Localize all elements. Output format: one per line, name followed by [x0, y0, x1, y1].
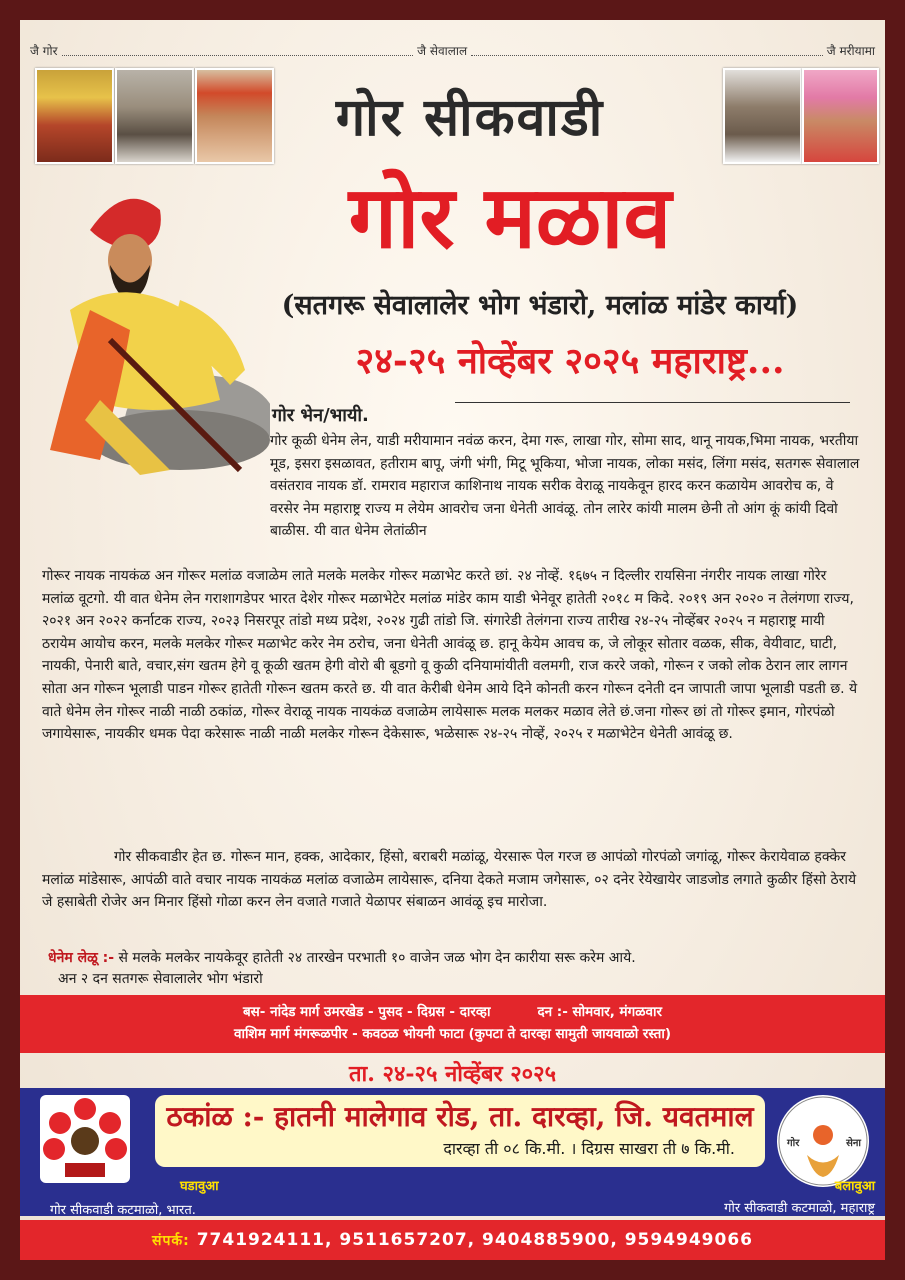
organizer-left-heading: घडावुआ: [180, 1179, 219, 1194]
transport-band: [20, 995, 885, 1053]
note-line-2: अन २ दन सतगरू सेवालालेर भोग भंडारो: [58, 971, 263, 987]
greeting: गोर भेन/भायी.: [272, 405, 369, 426]
logo-text-right: सेना: [846, 1138, 861, 1149]
event-title: गोर मळाव: [348, 167, 672, 268]
dotted-divider: [471, 45, 823, 56]
event-subtitle: (सतगरू सेवालालेर भोग भंडारो, मलांळ मांडेर कार्या): [281, 290, 799, 321]
logo-right: [777, 1095, 869, 1187]
slogan-right: जै मरीयामा: [826, 43, 876, 58]
date-bar: ता. २४-२५ नोव्हेंबर २०२५: [348, 1061, 557, 1087]
logo-left: [40, 1095, 130, 1183]
organizer-right-name: गोर सीकवाडी कटमाळो, महाराष्ट्र: [724, 1201, 875, 1216]
organization-title: गोर सीकवाडी: [335, 87, 605, 148]
note-line-1: से मलके मलकेर नायकेवूर हातेती २४ तारखेन परभाती १० वाजेन जळ भोग देन कारीया सरू करेम आये.: [118, 950, 636, 966]
poster-inner: [20, 20, 885, 1260]
organizer-left-name: गोर सीकवाडी कटमाळो, भारत.: [50, 1203, 196, 1218]
slogan-center: जै सेवालाल: [417, 43, 468, 58]
note-label: धेनेम लेळू :-: [48, 950, 115, 966]
organizer-right-heading: बलावुआ: [834, 1179, 875, 1194]
portrait-photo-5: [802, 68, 879, 164]
portrait-photo-4: [723, 68, 802, 164]
venue-box: [155, 1095, 765, 1167]
emblem-icon: [40, 1095, 130, 1183]
organizer-left: [50, 1176, 350, 1218]
contact-numbers[interactable]: 7741924111, 9511657207, 9404885900, 9594949066: [196, 1230, 753, 1250]
contact-bar: [20, 1220, 885, 1260]
event-date-location: २४-२५ नोव्हेंबर २०२५ महाराष्ट्र...: [355, 340, 785, 382]
logo-text-left: गोर: [787, 1138, 800, 1149]
contact-label: संपर्क:: [152, 1233, 190, 1249]
portrait-photo-2: [115, 68, 194, 164]
sevalal-illustration: [30, 170, 270, 480]
paragraph-3: गोर सीकवाडीर हेत छ. गोरून मान, हक्क, आदेकार, हिंसो, बराबरी मळांळू, येरसारू पेल गरज छ आपंळो गोरपंळो जगांळू, गोरूर केरायेवाळ हक्केर मलांळ मांडेसारू, आपंळी वाते वचार नायक नायकंळ मलांळ वजाळेम लायेसारू, दनिया देकते मजाम जगेसारू, ०२ दनेर रेयेखायेर जाडजोड लगाते कुळीर हिंसो ठेराये जे हसाबेती रोजेर अन मिनार हिंसो गोळा करन लेन वजाते गजाते येळापर संबाळन आवंळू इच मारोजा.: [42, 849, 857, 911]
greeting-underline: [455, 402, 850, 403]
top-slogans: [30, 40, 875, 60]
venue-distance: दारव्हा ती ०८ कि.मी. । दिग्रस साखरा ती ७ कि.मी.: [443, 1139, 735, 1158]
transport-line-2: वाशिम मार्ग मंगरूळपीर - कवठळ भोयनी फाटा (कुपटा ते दारव्हा सामुती जायवाळो रस्ता): [233, 1026, 672, 1042]
dotted-divider: [62, 45, 414, 56]
note: [48, 948, 868, 990]
venue-address: ठकांळ :- हातनी मालेगाव रोड, ता. दारव्हा, जि. यवतमाल: [166, 1100, 754, 1133]
portrait-photo-1: [35, 68, 114, 164]
slogan-left: जै गोर: [30, 43, 58, 58]
paragraph-2: गोरूर नायक नायकंळ अन गोरूर मलांळ वजाळेम लाते मलके मलकेर गोरूर मळाभेट करते छां. २४ नोव्हें. १६७५ न दिल्लीर रायसिना नंगरीर नायक लाखा गोरेर मलांळ वूटगो. यी वात धेनेम लेन गराशागडेपर भारत देशेर गोरूर मळाभेटेर मलांळ मांडेर काम याडी भेनेवूर हातेती २०१८ म किदे. २०१९ अन २०२० न तेलंगणा राज्य, २०२१ अन २०२२ कर्नाटक राज्य, २०२३ निसरपूर तांडो मध्य प्रदेश, २०२४ गुढी तांडो जि. संगारेडी तेलंगना राज्य तारीख २४-२५ नोव्हेंबर २०२५ न महाराष्ट्र मायी ठरायेम आयोच करन, मलके मलकेर गोरूर मळाभेट करेर नेम ठरोच, जना धेनेती आवंळू छ. हानू केयेम आवच क, जे लोकूर सोतार वळक, सीक, वेयीवाट, घाटी, नायकी, पेनारी बाते, वचार,संग खतम हेगे वू कूळी खतम हेगी वोरो बी बूडगो वू कुळी दनियामांयीती वलमगी, राज कररे जको, गोरून र जको लोक ठेरान लार लागन सोता अन गोरून भूलाडी पाडन गोरूर हातेती गोरून खतम करते छ. यी वात केरीबी धेनेम आये दिने कोनती करन गोरून दनेती दन जापाती जापा भूलाडी पडती छ. ये वाते धेनेम लेन गोरूर नाळी नाळी ठकांळ, गोरूर वेराळू नायक नायकंळ वजाळेम लायेसारू मलक मलकर मळाव लेते छं.जना गोरूर छां तो गोरूर इमान, गोरपंळो जगायेसारू, नायकीर धमक पेदा करेसारू नाळी नाळी मलकेर गोरून देकेसारू, भळेसारू २४-२५ नोव्हें, २०२५ र मळाभेटेन धेनेती आवंळू छ.: [42, 568, 858, 743]
transport-line-1: बस- नांदेड मार्ग उमरखेड - पुसद - दिग्रस - दारव्हा दन :- सोमवार, मंगळवार: [242, 1004, 663, 1020]
organizer-right: [580, 1176, 875, 1216]
paragraph-1: गोर कूळी धेनेम लेन, याडी मरीयामान नवंळ करन, देमा गरू, लाखा गोर, सोमा साद, थानू नायक,भिमा नायक, भरतीया मूड, इसरा इसळावत, हतीराम बापू, जंगी भंगी, मिटू भूकिया, भोजा नायक, लोका मसंद, लिंगा मसंद, सतगरू सेवालाल वसंतराव नायक डॉ. रामराव महाराज काशिनाथ नायक सरीक वेराळू नायकेवून हारद करन कळायेम आवरोच क, वे वरसेर नेम महाराष्ट्र राज्य म लेयेम आवरोच जना धेनेती आवंळू. तोन लारेर कांयी मालम छेनी तो आंग कूं कांयी दिवो बाळीस. यी वात धेनेम लेतांळीन: [270, 433, 860, 540]
